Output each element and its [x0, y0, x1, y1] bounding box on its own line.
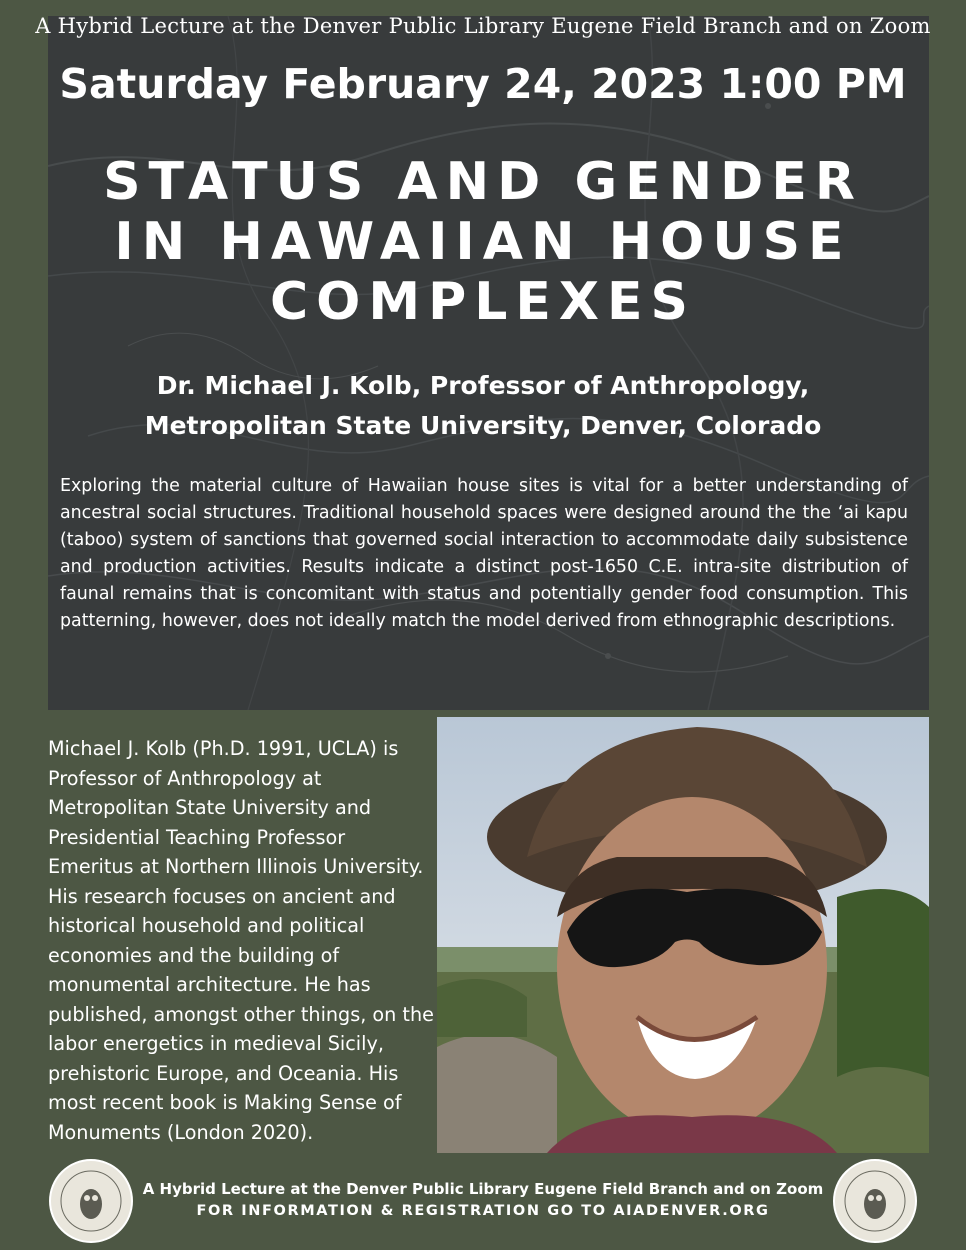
speaker-info — [0, 366, 966, 446]
lecture-title — [0, 152, 966, 332]
footer-registration-line: FOR INFORMATION & REGISTRATION GO TO AIADENVER.ORG — [196, 1203, 770, 1219]
speaker-photo — [437, 717, 929, 1153]
aia-seal-icon — [832, 1158, 918, 1244]
lecture-abstract: Exploring the material culture of Hawaiian house sites is vital for a better understanding of ancestral social structures. Traditional household spaces were designed around the the ‘ai kapu (taboo) system of sanctions that governed social interaction to accommodate daily subsistence and production activities. Results indicate a distinct post-1650 C.E. intra-site distribution of faunal remains that is concomitant with status and potentially gender food consumption. This patterning, however, does not ideally match the model derived from ethnographic descriptions. — [60, 476, 908, 631]
event-date: Saturday February 24, 2023 1:00 PM — [59, 60, 907, 108]
speaker-line: Dr. Michael J. Kolb, Professor of Anthropology, — [156, 371, 810, 400]
aia-seal-icon — [48, 1158, 134, 1244]
speaker-portrait-image — [437, 717, 929, 1153]
footer-event-line: A Hybrid Lecture at the Denver Public Library Eugene Field Branch and on Zoom — [142, 1180, 824, 1198]
speaker-bio: Michael J. Kolb (Ph.D. 1991, UCLA) is Professor of Anthropology at Metropolitan State University and Presidential Teaching Professor Emeritus at Northern Illinois University. His research focuses on ancient and historical household and political economies and the building of monumental architecture. He has published, amongst other things, on the labor energetics in medieval Sicily, prehistoric Europe, and Oceania. His most recent book is Making Sense of Monuments (London 2020). — [48, 737, 434, 1144]
owl-icon — [80, 1189, 102, 1219]
event-subtitle: A Hybrid Lecture at the Denver Public Library Eugene Field Branch and on Zoom — [35, 14, 931, 38]
lecture-title-line: IN HAWAIIAN HOUSE — [114, 212, 852, 272]
lecture-title-line: COMPLEXES — [270, 272, 696, 332]
speaker-line: Metropolitan State University, Denver, Colorado — [144, 411, 822, 440]
lecture-title-line: STATUS AND GENDER — [103, 152, 863, 212]
owl-icon — [864, 1189, 886, 1219]
